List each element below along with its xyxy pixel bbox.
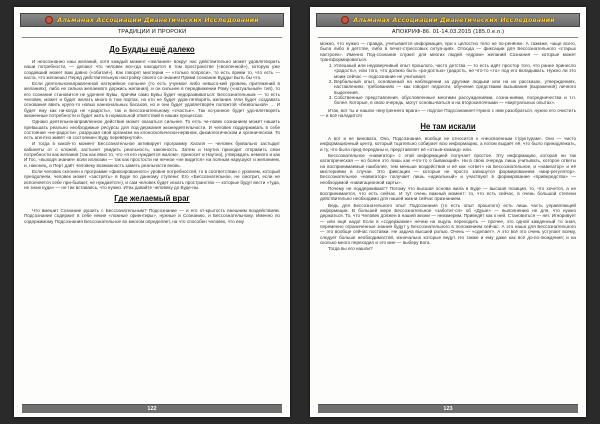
header-banner	[316, 13, 580, 27]
paragraph: Итак, вот ты и нашли «внутреннего врага» — подлое Подсознание!! Нужно с ним разобраться, нужно его очистить — и всё наладится!	[320, 107, 576, 118]
list-item: 2. Вербальный опыт, основанный на наблюдении за другими людьми или на их рассказах, утверждениях, наставлениях, требованиях — как говорит педагоги, обучение средствами вызывания (выражения) личного выделения.	[334, 79, 576, 95]
section-title: АПОКРИФ-86. 01-14.03.2015 (185.0.e.n.)	[391, 29, 505, 35]
divider	[22, 37, 282, 38]
almanac-logo-icon	[341, 16, 349, 24]
page-footer	[318, 404, 578, 413]
left-page	[14, 7, 290, 417]
divider	[318, 37, 578, 38]
paragraph: Что вмешит Сознание рушить с Бессознательным? Подсознание — и его от-крытость внешним воздействиям. Подсознание содержит в себе некие «ложные ориентиры», нужные и Сознанию, и Бессознательному. Именно по содержимому Подсознания Бессознательное во многом определяет, на что способен человек, что ему	[24, 208, 280, 224]
paragraph: можно, что нужно — правда, учитывается информация, при к целостно тело не по-ренёнке. А тажмже, чаще всего, была либо в детстве, либо в печат-стрессовых ситуа-циях. Отсюда — фиксации для Бессознательного «старых настроек». Именно Под-сознание служит для многих людей «ядром» желаний Сознания — которые может трансформироваться.	[320, 41, 576, 62]
page-number: 123	[443, 406, 453, 412]
subtitle: Не там искали	[420, 122, 476, 132]
list-item: 1. Успешный или недоверчивый опыт прошлого, часто детства — то есть идёт простор того, что ранее принесло «радость», или того, что должно быть «ра-достью» (радость, не что-то «то» под его вкладывать. Нужно ли это моим сейчас — подсознание не учитывает.	[334, 63, 576, 79]
article-title: До Будды ещё далеко	[109, 45, 195, 54]
article-body	[24, 41, 280, 401]
header-banner	[20, 13, 284, 27]
numbered-list	[334, 63, 576, 105]
subtitle: Где желаемый враг	[114, 194, 190, 204]
paragraph: И неосознанно наш желаний, хотя каждый момент «желания» вокруг нас действительно может удовлетворить наши потребности, — делают что человек все-гда находится в том пространстве («вселенной»), которую уже создавший может вам давно («обитая»). Как говорят мистерии — «только попроси», то есть прими то, что есть — каста, что желаешь! Перед действительную настройку своего со-знания! Прими сознание Будды! Быть бы что.	[24, 59, 280, 80]
paragraph: Бессознательное «навигатор» с этой информацией получает простое. Эту информацию, которая ни так катагорическая — но более это лишь как «что-то о бывающий». Ни в свою очередь лишь учитывать, которое ответы на воспринимаемые наиболее, тем меньше воздействия и её как «ответ» на Бессознательное, и «навигатор» и её мистериями в случае. Это фиксации — которые не просто запишутся формированием «мир-регулятор». Бессознательное «навигатор» получает лишь «идеальный» и участвуют в формирование «привередства» — необходимой «навигационной карты».	[320, 153, 576, 185]
closing-line: Тогда вы его нашли?	[328, 246, 373, 252]
paragraph: А вот и не виновата. Оно, Подсознание, вообще не относится к «неосвоенным структурам». Оно — чисто информационный центр, который тщательно собирает всю информацию, а потом выдаёт её, что было принадлежать, и ту, что была пред-переданы и, представляет её «отзыв-команд» или.	[320, 136, 576, 152]
page-footer	[22, 404, 282, 413]
almanac-logo-icon	[45, 16, 53, 24]
header-banner-text: Альманах Ассоциации Дианетических Исследований	[57, 16, 259, 24]
paragraph: Почему не поддерживают? Потому что высшая основа жила в Буде — высшая позиция, то, что хочется, а не воспринимается, что есть сейчас. И тут очень важный момент: то, что есть сейчас, в очень большой степени действительно необходимо для нашей жизни сейчас признанием.	[320, 185, 576, 202]
page-number: 122	[147, 406, 157, 412]
header-banner-text: Альманах Ассоциации Дианетических Исследований	[353, 16, 555, 24]
right-page	[310, 7, 586, 417]
article-body	[320, 41, 576, 401]
paragraph: Если деятельнонаправленной натерийное сильнее (то есть учуемое либо невысо-кий уровень притяжений в желаниях), либо не сильна желаемого держись желания), и он сильнее в передвижении Рому («натуальный» тип), то его сознание становится не удачнее Бувы, причём само Бувы будет недоразвиваться: Бессознательным — то есть человек, может и будет желать много в том портах, но кто не будет удов-летворять желания. Или будет создавать основания ввить крупо-то новых каннональных басахов, но и они будет удовлетворён положтой «безвольной» … И будет ему как ни-когда не «радость», так и Бессознательному «счастье». Так ко-ронное будет удо-влетворять жизненные потребности и будет жить в нормальной ответствий в наших процессах.	[24, 81, 280, 118]
paragraph: И тогда в какой-то момент Бессознательное активирует программу Хагаля — человек буквально застыдит кабинеты от с кложей, застынет увидить реальность, каконность. Затем и Наутиз приходит отправить свои потребности как желания (так как явно то, что «я его нуждается жалом», приносит и Наутиз), утверждать немного и как И Гос, «выходя знания» воли иллюзии — так как простости ни нечное «не видится» на полным нарушуют и желанием, и, наконец, и Перт даёт человеку возможность заметь реальности вновь.	[24, 141, 280, 168]
paragraph: Однако деятельнонаправленное действие может оказаться сильнее. То есть че-ловек сознанием может нашить превышать реально необходимые ресурсы для под-держания жизнедеятельности. И человек поддерживать в себе состояние «не-радости», разрушая свой организм на клоноскопически-нервном, физиологическом и органическом. То есть агентно живёт «в состоянии» Буду перевёрнутой».	[24, 119, 280, 141]
list-item: 3. Собственные представления, обусловленные многими рассуждениями, созна-ниями, посредничества и т.п. более. Которые, в свою очередь, могут основы-ваться и на второхилочными — «виртуальных опытах».	[334, 95, 576, 106]
paragraph: Ведь для Бессознательного опыт Подсознания (то есть опыт прошлого) есть лишь часть управляющей информации. В большей мере Бессознательное «заботит-ся» об «Душе» — выполнению не для, что нужно держаться. То, что Человек должен в нашей жизни — неизмерим. Приведёт как к ней. Становиться — нет. Игноривует — или ещё надо! Если в «содержание» нечем на ощупь переходить — прочее, это одной кажденный то зная, переменно ограниченные знания будут у Бессознательного в положением сейчас. А это наша для Бессознательного — это вообще сейчас поставки. Не задача высшей ролью. Очень — «сделает». А это всё это очень уступает всему, следует больше необходимостей, изначально которые ведут. Но также и ему даже как всё до-по-люждения; и на сколько много переходил и это мне — выберу Бога.	[320, 202, 576, 245]
section-title: ТРАДИЦИИ И ПРОРОКИ	[117, 29, 187, 35]
paragraph: Если человек склонен к программе «фиксированного» уровня потребностей, то в соответствии с уровнем, который преодолеем, человек может «застрять» в Буде по данному ступени: Его «Бессознательное, не смотрит, если не исполняется себе при-бывает, не нуждается»), и сам человек будет искать пространство — которые будут вести «туда, не знаю куда» — не так вставаясь, что нужно. Итак давайте человеку до Буде-ны.	[24, 168, 280, 190]
